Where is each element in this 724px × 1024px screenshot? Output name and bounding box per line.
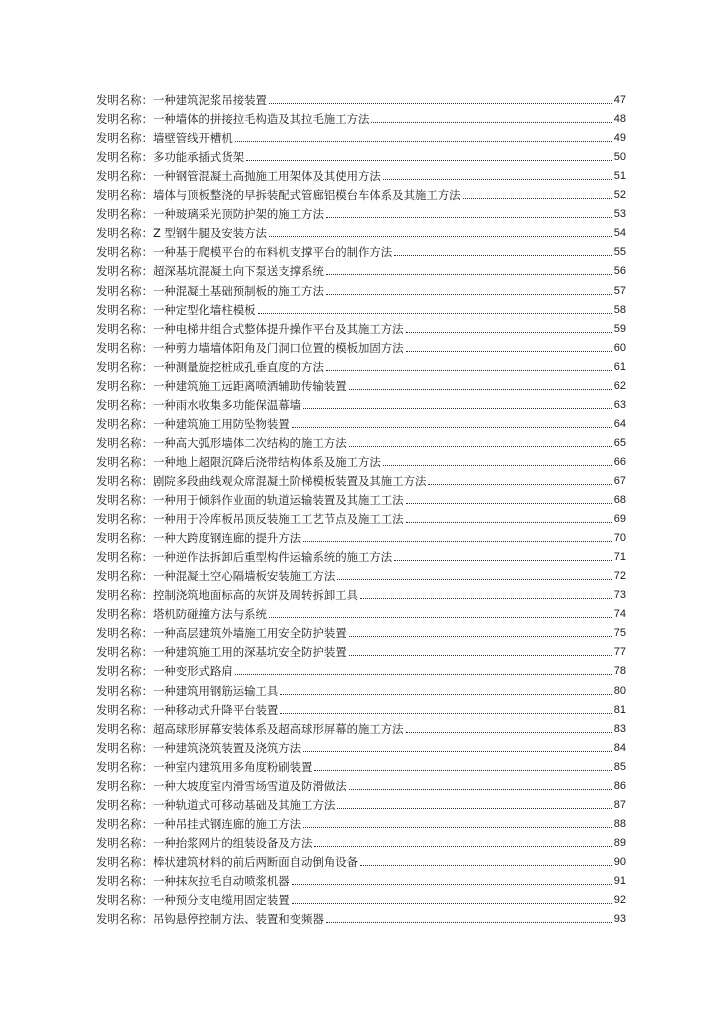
entry-title: 棒状建筑材料的前后两断面自动倒角设备: [152, 854, 359, 869]
entry-prefix: 发明名称：: [96, 512, 153, 527]
dot-leader: [314, 846, 611, 847]
entry-prefix: 发明名称：: [96, 740, 153, 755]
entry-page-number: 55: [613, 246, 626, 259]
dot-leader: [269, 617, 612, 618]
dot-leader: [280, 713, 611, 714]
entry-title: 一种钢管混凝土高抛施工用架体及其使用方法: [152, 169, 381, 184]
entry-prefix: 发明名称：: [96, 702, 153, 717]
entry-title: 一种电梯井组合式整体提升操作平台及其施工方法: [152, 321, 404, 336]
toc-entry[interactable]: [96, 183, 626, 202]
entry-page-number: 70: [613, 532, 626, 545]
entry-page-number: 49: [613, 132, 626, 145]
toc-entry[interactable]: [96, 793, 626, 812]
entry-title: 墙壁管线开槽机: [152, 131, 233, 146]
toc-entry[interactable]: [96, 88, 626, 107]
entry-page-number: 66: [613, 455, 626, 468]
entry-page-number: 91: [613, 874, 626, 887]
entry-page-number: 59: [613, 322, 626, 335]
entry-prefix: 发明名称：: [96, 454, 153, 469]
dot-leader: [326, 274, 612, 275]
entry-page-number: 86: [613, 779, 626, 792]
dot-leader: [406, 332, 612, 333]
entry-title: 一种玻璃采光顶防护架的施工方法: [152, 207, 324, 222]
dot-leader: [269, 236, 612, 237]
dot-leader: [269, 103, 612, 104]
entry-page-number: 69: [613, 513, 626, 526]
entry-page-number: 52: [613, 189, 626, 202]
dot-leader: [428, 484, 611, 485]
toc-entry[interactable]: [96, 393, 626, 412]
entry-prefix: 发明名称：: [96, 397, 153, 412]
dot-leader: [337, 579, 612, 580]
entry-page-number: 67: [613, 474, 626, 487]
entry-title: 塔机防碰撞方法与系统: [152, 607, 267, 622]
entry-title: 一种定型化墙柱模板: [152, 302, 256, 317]
toc-entry[interactable]: [96, 888, 626, 907]
entry-title: 一种地上超限沉降后浇带结构体系及施工方法: [152, 454, 381, 469]
toc-entry[interactable]: [96, 545, 626, 564]
entry-prefix: 发明名称：: [96, 721, 153, 736]
entry-page-number: 58: [613, 303, 626, 316]
toc-entry[interactable]: [96, 317, 626, 336]
toc-entry[interactable]: [96, 583, 626, 602]
toc-entry[interactable]: [96, 678, 626, 697]
entry-page-number: 64: [613, 417, 626, 430]
toc-entry[interactable]: [96, 736, 626, 755]
entry-prefix: 发明名称：: [96, 321, 153, 336]
toc-entry[interactable]: [96, 202, 626, 221]
toc-entry[interactable]: [96, 126, 626, 145]
entry-prefix: 发明名称：: [96, 797, 153, 812]
entry-title: 控制浇筑地面标高的灰饼及周转拆卸工具: [152, 588, 359, 603]
toc-entry[interactable]: [96, 507, 626, 526]
toc-entry[interactable]: [96, 145, 626, 164]
dot-leader: [349, 389, 612, 390]
entry-title: 一种吊挂式钢连廊的施工方法: [152, 816, 302, 831]
entry-title: 一种建筑施工远距离喷洒辅助传输装置: [152, 378, 347, 393]
entry-title: 一种混凝土基础预制板的施工方法: [152, 283, 324, 298]
dot-leader: [326, 370, 612, 371]
entry-title: 墙体与顶板整浇的早拆装配式管廊铝模台车体系及其施工方法: [152, 188, 461, 203]
toc-entry[interactable]: [96, 755, 626, 774]
dot-leader: [349, 446, 612, 447]
entry-page-number: 72: [613, 570, 626, 583]
entry-page-number: 60: [613, 341, 626, 354]
entry-prefix: 发明名称：: [96, 607, 153, 622]
entry-page-number: 84: [613, 741, 626, 754]
entry-page-number: 61: [613, 360, 626, 373]
toc-entry[interactable]: [96, 774, 626, 793]
entry-page-number: 81: [613, 703, 626, 716]
dot-leader: [326, 294, 612, 295]
entry-page-number: 93: [613, 913, 626, 926]
toc-entry[interactable]: [96, 640, 626, 659]
toc-entry[interactable]: [96, 221, 626, 240]
dot-leader: [292, 884, 612, 885]
entry-prefix: 发明名称：: [96, 435, 153, 450]
dot-leader: [383, 465, 612, 466]
entry-prefix: 发明名称：: [96, 473, 153, 488]
entry-prefix: 发明名称：: [96, 150, 153, 165]
dot-leader: [463, 198, 612, 199]
entry-title: 一种用于冷库板吊顶反装施工工艺节点及施工工法: [152, 512, 404, 527]
entry-title: 一种建筑施工用防坠物装置: [152, 416, 290, 431]
entry-page-number: 68: [613, 494, 626, 507]
toc-entry[interactable]: [96, 450, 626, 469]
entry-title: 超深基坑混凝土向下泵送支撑系统: [152, 264, 324, 279]
dot-leader: [349, 789, 612, 790]
entry-title: 一种用于倾斜作业面的轨道运输装置及其施工工法: [152, 493, 404, 508]
entry-prefix: 发明名称：: [96, 112, 153, 127]
toc-entry[interactable]: [96, 374, 626, 393]
entry-title: 一种测量旋挖桩成孔垂直度的方法: [152, 359, 324, 374]
dot-leader: [280, 694, 611, 695]
entry-page-number: 50: [613, 151, 626, 164]
entry-page-number: 54: [613, 227, 626, 240]
entry-title: 一种建筑泥浆吊接装置: [152, 93, 267, 108]
entry-page-number: 75: [613, 627, 626, 640]
entry-title: 一种大跨度钢连廊的提升方法: [152, 531, 302, 546]
entry-page-number: 74: [613, 608, 626, 621]
entry-prefix: 发明名称：: [96, 835, 153, 850]
dot-leader: [303, 541, 612, 542]
toc-entry[interactable]: [96, 907, 626, 926]
entry-page-number: 48: [613, 113, 626, 126]
entry-page-number: 78: [613, 665, 626, 678]
entry-prefix: 发明名称：: [96, 912, 153, 927]
toc-entry[interactable]: [96, 698, 626, 717]
entry-prefix: 发明名称：: [96, 416, 153, 431]
entry-page-number: 87: [613, 798, 626, 811]
entry-page-number: 53: [613, 208, 626, 221]
toc-entry[interactable]: [96, 431, 626, 450]
entry-page-number: 63: [613, 398, 626, 411]
dot-leader: [394, 560, 612, 561]
entry-title: 一种逆作法拆卸后重型构件运输系统的施工方法: [152, 550, 393, 565]
entry-prefix: 发明名称：: [96, 169, 153, 184]
dot-leader: [292, 903, 612, 904]
dot-leader: [303, 408, 612, 409]
entry-prefix: 发明名称：: [96, 207, 153, 222]
dot-leader: [406, 522, 612, 523]
toc-entry[interactable]: [96, 526, 626, 545]
dot-leader: [349, 655, 612, 656]
entry-prefix: 发明名称：: [96, 131, 153, 146]
toc-entry[interactable]: [96, 412, 626, 431]
entry-prefix: 发明名称：: [96, 664, 153, 679]
dot-leader: [235, 141, 612, 142]
entry-prefix: 发明名称：: [96, 226, 153, 241]
toc-entry[interactable]: [96, 298, 626, 317]
entry-title: 一种混凝土空心隔墙板安装施工方法: [152, 569, 336, 584]
toc-entry[interactable]: [96, 850, 626, 869]
entry-title: 一种抬浆网片的组装设备及方法: [152, 835, 313, 850]
toc-entry[interactable]: [96, 336, 626, 355]
entry-page-number: 80: [613, 684, 626, 697]
entry-title: 一种预分支电缆用固定装置: [152, 893, 290, 908]
entry-prefix: 发明名称：: [96, 493, 153, 508]
entry-prefix: 发明名称：: [96, 778, 153, 793]
dot-leader: [303, 751, 612, 752]
dot-leader: [406, 503, 612, 504]
entry-title: 吊钩悬停控制方法、装置和变频器: [152, 912, 324, 927]
entry-title: 一种墙体的拼接拉毛构造及其拉毛施工方法: [152, 112, 370, 127]
entry-prefix: 发明名称：: [96, 816, 153, 831]
entry-prefix: 发明名称：: [96, 531, 153, 546]
entry-prefix: 发明名称：: [96, 359, 153, 374]
toc-entry[interactable]: [96, 602, 626, 621]
entry-page-number: 83: [613, 722, 626, 735]
entry-prefix: 发明名称：: [96, 264, 153, 279]
entry-title: 剧院多段曲线观众席混凝土阶梯模板装置及其施工方法: [152, 473, 427, 488]
entry-prefix: 发明名称：: [96, 245, 153, 260]
toc-entry[interactable]: [96, 488, 626, 507]
entry-prefix: 发明名称：: [96, 550, 153, 565]
entry-title: 一种建筑施工用的深基坑安全防护装置: [152, 645, 347, 660]
entry-prefix: 发明名称：: [96, 188, 153, 203]
entry-page-number: 65: [613, 436, 626, 449]
entry-title: 一种高大弧形墙体二次结构的施工方法: [152, 435, 347, 450]
toc-entry[interactable]: [96, 259, 626, 278]
toc-entry[interactable]: [96, 564, 626, 583]
entry-title: 一种建筑用钢筋运输工具: [152, 683, 279, 698]
entry-title: 一种抹灰拉毛自动喷浆机器: [152, 873, 290, 888]
entry-page-number: 90: [613, 855, 626, 868]
entry-title: 一种室内建筑用多角度粉刷装置: [152, 759, 313, 774]
entry-prefix: 发明名称：: [96, 626, 153, 641]
entry-title: 一种高层建筑外墙施工用安全防护装置: [152, 626, 347, 641]
entry-prefix: 发明名称：: [96, 302, 153, 317]
dot-leader: [406, 732, 612, 733]
entry-page-number: 89: [613, 836, 626, 849]
entry-title: 超高球形屏幕安装体系及超高球形屏幕的施工方法: [152, 721, 404, 736]
entry-prefix: 发明名称：: [96, 588, 153, 603]
toc-entry[interactable]: [96, 278, 626, 297]
entry-title: 一种轨道式可移动基础及其施工方法: [152, 797, 336, 812]
dot-leader: [394, 255, 612, 256]
entry-title: 一种雨水收集多功能保温幕墙: [152, 397, 302, 412]
entry-title: 一种移动式升降平台装置: [152, 702, 279, 717]
entry-prefix: 发明名称：: [96, 283, 153, 298]
entry-title: 一种大坡度室内滑雪场雪道及防滑做法: [152, 778, 347, 793]
entry-page-number: 56: [613, 265, 626, 278]
entry-prefix: 发明名称：: [96, 340, 153, 355]
entry-page-number: 85: [613, 760, 626, 773]
dot-leader: [235, 674, 612, 675]
dot-leader: [246, 160, 612, 161]
entry-page-number: 92: [613, 894, 626, 907]
entry-page-number: 57: [613, 284, 626, 297]
toc-entry[interactable]: [96, 469, 626, 488]
entry-page-number: 73: [613, 589, 626, 602]
dot-leader: [314, 770, 611, 771]
entry-title: Z 型钢牛腿及安装方法: [152, 226, 267, 241]
toc-entry[interactable]: [96, 659, 626, 678]
entry-title: 多功能承插式货架: [152, 150, 245, 165]
entry-page-number: 62: [613, 379, 626, 392]
dot-leader: [360, 865, 612, 866]
entry-prefix: 发明名称：: [96, 378, 153, 393]
toc-entry[interactable]: [96, 717, 626, 736]
dot-leader: [292, 427, 612, 428]
dot-leader: [406, 351, 612, 352]
toc-entry[interactable]: [96, 355, 626, 374]
entry-prefix: 发明名称：: [96, 569, 153, 584]
entry-title: 一种建筑浇筑装置及浇筑方法: [152, 740, 302, 755]
dot-leader: [326, 922, 612, 923]
dot-leader: [303, 827, 612, 828]
entry-page-number: 88: [613, 817, 626, 830]
entry-title: 一种剪力墙墙体阳角及门洞口位置的模板加固方法: [152, 340, 404, 355]
toc-entry[interactable]: [96, 869, 626, 888]
entry-page-number: 51: [613, 170, 626, 183]
toc-entry[interactable]: [96, 831, 626, 850]
entry-prefix: 发明名称：: [96, 759, 153, 774]
table-of-contents: [96, 88, 626, 926]
dot-leader: [383, 179, 612, 180]
toc-entry[interactable]: [96, 621, 626, 640]
entry-prefix: 发明名称：: [96, 93, 153, 108]
entry-page-number: 77: [613, 646, 626, 659]
entry-page-number: 71: [613, 551, 626, 564]
toc-entry[interactable]: [96, 107, 626, 126]
entry-title: 一种基于爬模平台的布料机支撑平台的制作方法: [152, 245, 393, 260]
dot-leader: [258, 313, 612, 314]
dot-leader: [360, 598, 612, 599]
dot-leader: [349, 636, 612, 637]
entry-prefix: 发明名称：: [96, 873, 153, 888]
entry-prefix: 发明名称：: [96, 854, 153, 869]
entry-prefix: 发明名称：: [96, 683, 153, 698]
entry-title: 一种变形式路肩: [152, 664, 233, 679]
dot-leader: [326, 217, 612, 218]
entry-prefix: 发明名称：: [96, 645, 153, 660]
toc-entry[interactable]: [96, 164, 626, 183]
entry-page-number: 47: [613, 94, 626, 107]
dot-leader: [337, 808, 612, 809]
entry-prefix: 发明名称：: [96, 893, 153, 908]
toc-entry[interactable]: [96, 812, 626, 831]
dot-leader: [371, 122, 611, 123]
toc-entry[interactable]: [96, 240, 626, 259]
